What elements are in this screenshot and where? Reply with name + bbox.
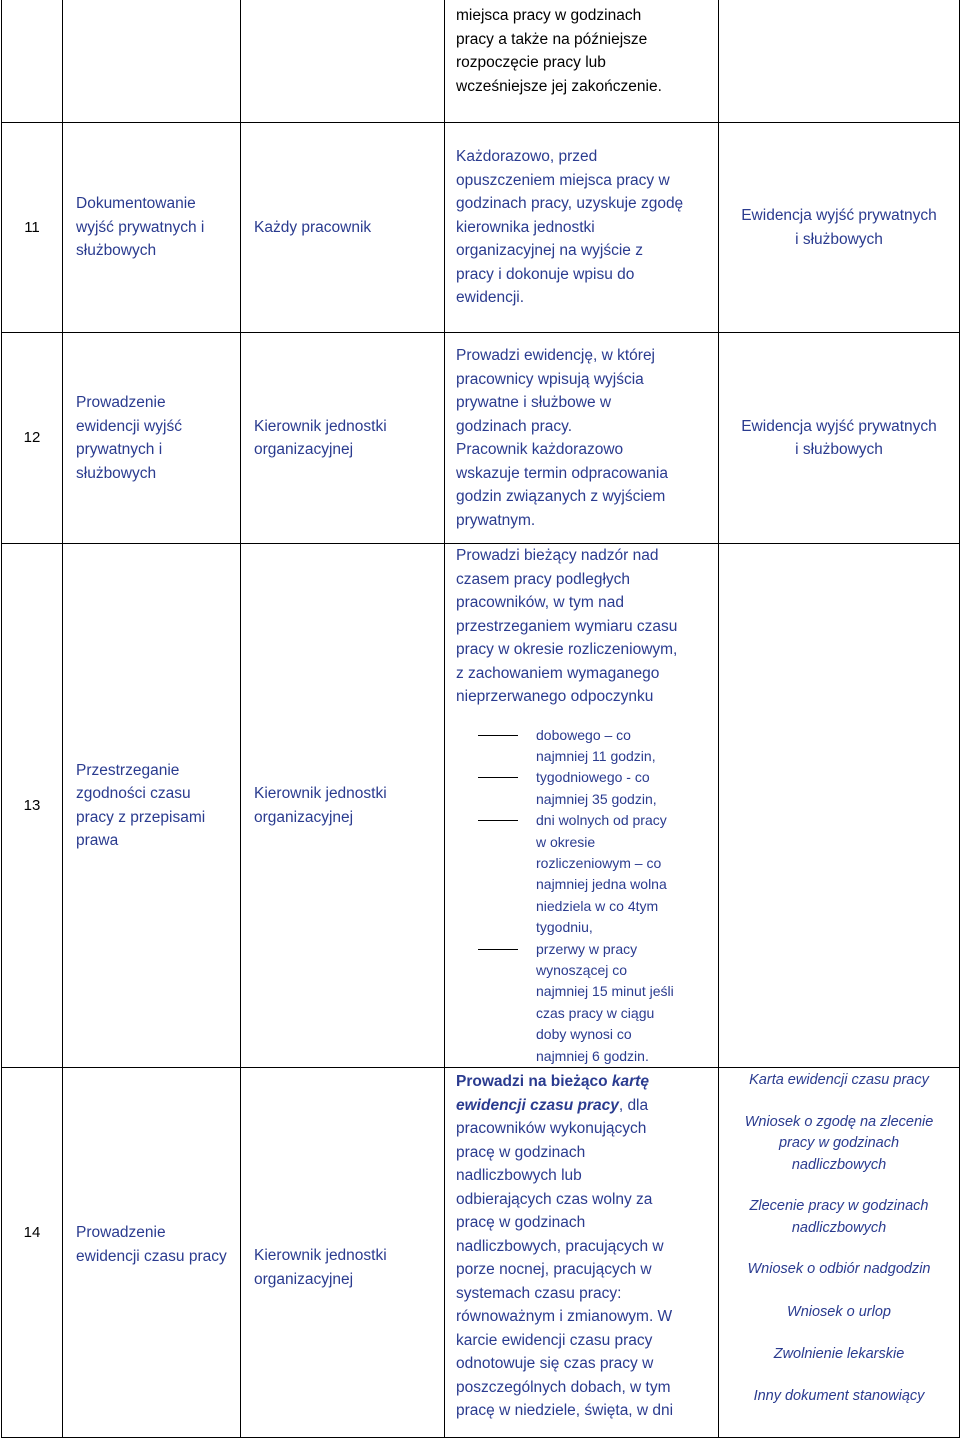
task-name-cell: Prowadzenie ewidencji wyjść prywatnych i służbowych: [63, 333, 241, 544]
document-item: Inny dokument stanowiący: [753, 1387, 925, 1404]
document-item: Wniosek o urlop: [787, 1303, 891, 1320]
table-row: [2, 123, 960, 333]
document-cell: [719, 0, 960, 123]
description-cell: [445, 0, 719, 123]
documents-list: Karta ewidencji czasu pracy Wniosek o zgodę na zlecenie pracy w godzinach nadliczbowych Zlecenie pracy w godzinach nadliczbowych Wniosek o odbiór nadgodzin Wniosek o urlop Zwolnienie lekarskie Inny dokument stanowiący: [725, 1070, 953, 1407]
document-item: Karta ewidencji czasu pracy: [749, 1072, 929, 1088]
responsible-cell: Każdy pracownik: [241, 123, 445, 333]
task-name-cell: Prowadzenie ewidencji czasu pracy: [63, 1068, 241, 1438]
description-cell: Prowadzi ewidencję, w której pracownicy wpisują wyjścia prywatne i służbowe w godzinach pracy. Pracownik każdorazowo wskazuje termin odpracowania godzin związanych z wyjściem prywatnym.: [445, 333, 719, 544]
description-cell: [445, 1068, 719, 1438]
list-item: tygodniowego - co najmniej 35 godzin,: [536, 767, 704, 810]
description-cell: [445, 544, 719, 1068]
table-row: [2, 0, 960, 123]
row-number: 12: [2, 333, 63, 544]
document-item: Zwolnienie lekarskie: [773, 1346, 905, 1362]
list-item: dni wolnych od pracy w okresie rozliczeniowym – co najmniej jedna wolna niedziela w co 4tym tygodniu,: [536, 810, 704, 938]
responsible-cell: Kierownik jednostki organizacyjnej: [241, 333, 445, 544]
task-name-cell: Przestrzeganie zgodności czasu pracy z przepisami prawa: [63, 544, 241, 1068]
document-cell: Ewidencja wyjść prywatnych i służbowych: [719, 123, 960, 333]
row-number: 13: [2, 544, 63, 1068]
description-text: Prowadzi na bieżąco kartę ewidencji czasu pracy, dla pracowników wykonujących pracę w godzinach nadliczbowych lub odbierających czas wolny za pracę w godzinach nadliczbowych, pracujących w porze nocnej, pracujących w systemach czasu pracy: równoważnym i zmianowym. W karcie ewidencji czasu pracy odnotowuje się czas pracy w poszczególnych dobach, w tym pracę w niedziele, święta, w dni: [456, 1073, 674, 1419]
responsible-cell: Kierownik jednostki organizacyjnej: [241, 1068, 445, 1438]
document-cell: Ewidencja wyjść prywatnych i służbowych: [719, 333, 960, 544]
task-name-cell: [63, 0, 241, 123]
list-item: przerwy w pracy wynoszącej co najmniej 15 minut jeśli czas pracy w ciągu doby wynosi co najmniej 6 godzin.: [536, 939, 704, 1067]
row-number: 11: [2, 123, 63, 333]
document-item: Zlecenie pracy w godzinach: [749, 1198, 929, 1214]
rest-requirements-list: [445, 725, 704, 1068]
document-cell: [719, 544, 960, 1068]
document-item: Wniosek o zgodę na zlecenie: [744, 1113, 934, 1130]
description-text: Prowadzi bieżący nadzór nad czasem pracy podległych pracowników, w tym nad przestrzeganiem wymiaru czasu pracy w okresie rozliczeniowym, z zachowaniem wymaganego nieprzerwanego odpoczynku: [456, 547, 678, 705]
table-row: [2, 333, 960, 544]
row-number-cell: [2, 0, 63, 123]
document-cell: [719, 1068, 960, 1438]
task-name-cell: Dokumentowanie wyjść prywatnych i służbowych: [63, 123, 241, 333]
responsible-cell: [241, 0, 445, 123]
procedures-table: [1, 0, 960, 1438]
table-row: [2, 544, 960, 1068]
description-cell: Każdorazowo, przed opuszczeniem miejsca pracy w godzinach pracy, uzyskuje zgodę kierownika jednostki organizacyjnej na wyjście z pracy i dokonuje wpisu do ewidencji.: [445, 123, 719, 333]
table-row: [2, 1068, 960, 1438]
list-item: dobowego – co najmniej 11 godzin,: [536, 725, 704, 768]
responsible-cell: Kierownik jednostki organizacyjnej: [241, 544, 445, 1068]
document-item: Wniosek o odbiór nadgodzin: [747, 1261, 931, 1277]
row-number: 14: [2, 1068, 63, 1438]
description-text: miejsca pracy w godzinach pracy a także na późniejsze rozpoczęcie pracy lub wcześniejsze jej zakończenie.: [456, 7, 662, 95]
